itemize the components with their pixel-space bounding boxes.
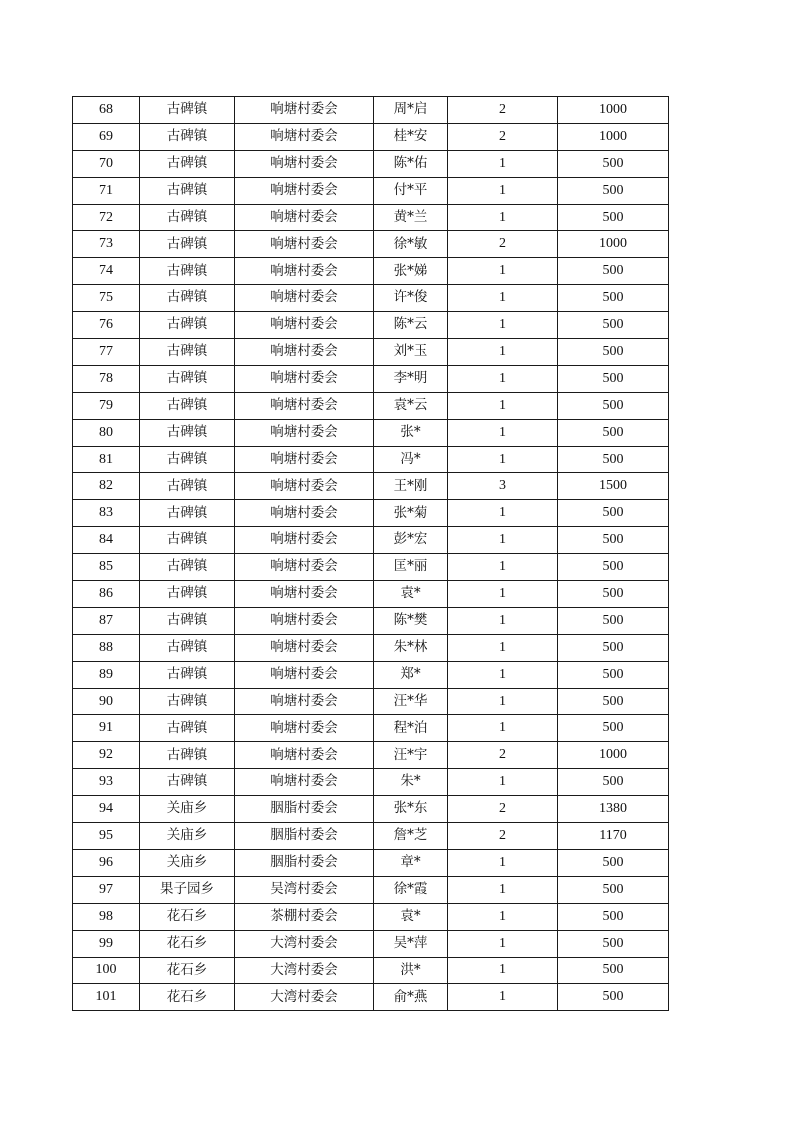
count-cell: 1: [448, 177, 558, 204]
name-cell: 朱*: [374, 769, 448, 796]
village-committee-cell: 响塘村委会: [235, 392, 374, 419]
village-committee-cell: 响塘村委会: [235, 231, 374, 258]
serial-number-cell: 88: [73, 634, 140, 661]
name-cell: 匡*丽: [374, 554, 448, 581]
serial-number-cell: 85: [73, 554, 140, 581]
serial-number-cell: 76: [73, 312, 140, 339]
name-cell: 汪*宇: [374, 742, 448, 769]
name-cell: 张*菊: [374, 500, 448, 527]
village-committee-cell: 响塘村委会: [235, 634, 374, 661]
name-cell: 程*泊: [374, 715, 448, 742]
count-cell: 1: [448, 365, 558, 392]
serial-number-cell: 79: [73, 392, 140, 419]
table-row: [73, 177, 669, 204]
table-row: [73, 903, 669, 930]
township-cell: 古碑镇: [140, 554, 235, 581]
count-cell: 1: [448, 446, 558, 473]
village-committee-cell: 响塘村委会: [235, 258, 374, 285]
name-cell: 桂*安: [374, 123, 448, 150]
table-row: [73, 715, 669, 742]
name-cell: 汪*华: [374, 688, 448, 715]
village-committee-cell: 大湾村委会: [235, 930, 374, 957]
serial-number-cell: 94: [73, 796, 140, 823]
village-committee-cell: 茶棚村委会: [235, 903, 374, 930]
serial-number-cell: 87: [73, 607, 140, 634]
township-cell: 花石乡: [140, 930, 235, 957]
amount-cell: 500: [558, 903, 669, 930]
township-cell: 古碑镇: [140, 769, 235, 796]
village-committee-cell: 响塘村委会: [235, 339, 374, 366]
village-committee-cell: 响塘村委会: [235, 473, 374, 500]
table-row: [73, 123, 669, 150]
serial-number-cell: 101: [73, 984, 140, 1011]
table-body: [73, 97, 669, 1011]
table-row: [73, 984, 669, 1011]
name-cell: 袁*: [374, 903, 448, 930]
amount-cell: 500: [558, 715, 669, 742]
table-row: [73, 312, 669, 339]
amount-cell: 1000: [558, 231, 669, 258]
village-committee-cell: 响塘村委会: [235, 204, 374, 231]
village-committee-cell: 响塘村委会: [235, 123, 374, 150]
township-cell: 古碑镇: [140, 688, 235, 715]
serial-number-cell: 69: [73, 123, 140, 150]
serial-number-cell: 68: [73, 97, 140, 124]
township-cell: 古碑镇: [140, 446, 235, 473]
name-cell: 袁*云: [374, 392, 448, 419]
serial-number-cell: 96: [73, 849, 140, 876]
name-cell: 张*娣: [374, 258, 448, 285]
serial-number-cell: 91: [73, 715, 140, 742]
serial-number-cell: 100: [73, 957, 140, 984]
township-cell: 古碑镇: [140, 204, 235, 231]
township-cell: 果子园乡: [140, 876, 235, 903]
name-cell: 詹*芝: [374, 823, 448, 850]
count-cell: 1: [448, 204, 558, 231]
village-committee-cell: 响塘村委会: [235, 177, 374, 204]
count-cell: 2: [448, 123, 558, 150]
count-cell: 1: [448, 688, 558, 715]
township-cell: 关庙乡: [140, 796, 235, 823]
amount-cell: 500: [558, 258, 669, 285]
name-cell: 郑*: [374, 661, 448, 688]
township-cell: 古碑镇: [140, 634, 235, 661]
count-cell: 1: [448, 527, 558, 554]
amount-cell: 500: [558, 446, 669, 473]
serial-number-cell: 90: [73, 688, 140, 715]
amount-cell: 500: [558, 984, 669, 1011]
name-cell: 章*: [374, 849, 448, 876]
name-cell: 李*明: [374, 365, 448, 392]
serial-number-cell: 81: [73, 446, 140, 473]
township-cell: 古碑镇: [140, 123, 235, 150]
table-row: [73, 339, 669, 366]
name-cell: 陈*佑: [374, 150, 448, 177]
table-row: [73, 527, 669, 554]
count-cell: 1: [448, 984, 558, 1011]
count-cell: 3: [448, 473, 558, 500]
table-row: [73, 554, 669, 581]
serial-number-cell: 89: [73, 661, 140, 688]
table-row: [73, 769, 669, 796]
count-cell: 1: [448, 715, 558, 742]
serial-number-cell: 78: [73, 365, 140, 392]
village-committee-cell: 响塘村委会: [235, 527, 374, 554]
amount-cell: 500: [558, 957, 669, 984]
serial-number-cell: 71: [73, 177, 140, 204]
amount-cell: 500: [558, 392, 669, 419]
village-committee-cell: 响塘村委会: [235, 769, 374, 796]
name-cell: 陈*樊: [374, 607, 448, 634]
count-cell: 1: [448, 285, 558, 312]
amount-cell: 500: [558, 769, 669, 796]
count-cell: 2: [448, 796, 558, 823]
village-committee-cell: 响塘村委会: [235, 312, 374, 339]
amount-cell: 500: [558, 500, 669, 527]
name-cell: 彭*宏: [374, 527, 448, 554]
name-cell: 王*刚: [374, 473, 448, 500]
name-cell: 吴*萍: [374, 930, 448, 957]
amount-cell: 1380: [558, 796, 669, 823]
serial-number-cell: 92: [73, 742, 140, 769]
table-row: [73, 581, 669, 608]
village-committee-cell: 响塘村委会: [235, 446, 374, 473]
table-row: [73, 661, 669, 688]
table-row: [73, 823, 669, 850]
village-committee-cell: 胭脂村委会: [235, 823, 374, 850]
table-row: [73, 204, 669, 231]
table-row: [73, 446, 669, 473]
amount-cell: 500: [558, 204, 669, 231]
count-cell: 2: [448, 97, 558, 124]
name-cell: 冯*: [374, 446, 448, 473]
table-row: [73, 930, 669, 957]
amount-cell: 500: [558, 527, 669, 554]
village-committee-cell: 响塘村委会: [235, 688, 374, 715]
count-cell: 1: [448, 661, 558, 688]
amount-cell: 500: [558, 365, 669, 392]
serial-number-cell: 93: [73, 769, 140, 796]
village-committee-cell: 胭脂村委会: [235, 849, 374, 876]
table-row: [73, 97, 669, 124]
table-row: [73, 957, 669, 984]
township-cell: 花石乡: [140, 984, 235, 1011]
table-row: [73, 742, 669, 769]
township-cell: 古碑镇: [140, 365, 235, 392]
township-cell: 古碑镇: [140, 661, 235, 688]
count-cell: 2: [448, 742, 558, 769]
count-cell: 1: [448, 554, 558, 581]
count-cell: 1: [448, 392, 558, 419]
count-cell: 1: [448, 876, 558, 903]
amount-cell: 1000: [558, 123, 669, 150]
village-committee-cell: 吴湾村委会: [235, 876, 374, 903]
count-cell: 1: [448, 581, 558, 608]
amount-cell: 1000: [558, 742, 669, 769]
amount-cell: 500: [558, 661, 669, 688]
table-row: [73, 231, 669, 258]
amount-cell: 500: [558, 554, 669, 581]
amount-cell: 1000: [558, 97, 669, 124]
amount-cell: 500: [558, 930, 669, 957]
amount-cell: 500: [558, 177, 669, 204]
table-row: [73, 285, 669, 312]
name-cell: 洪*: [374, 957, 448, 984]
table-row: [73, 365, 669, 392]
township-cell: 关庙乡: [140, 849, 235, 876]
table-row: [73, 796, 669, 823]
table-row: [73, 607, 669, 634]
township-cell: 古碑镇: [140, 97, 235, 124]
count-cell: 1: [448, 957, 558, 984]
beneficiary-table: [72, 96, 669, 1011]
township-cell: 古碑镇: [140, 312, 235, 339]
table-row: [73, 473, 669, 500]
township-cell: 古碑镇: [140, 581, 235, 608]
township-cell: 花石乡: [140, 957, 235, 984]
amount-cell: 1170: [558, 823, 669, 850]
name-cell: 周*启: [374, 97, 448, 124]
serial-number-cell: 98: [73, 903, 140, 930]
amount-cell: 1500: [558, 473, 669, 500]
amount-cell: 500: [558, 876, 669, 903]
name-cell: 俞*燕: [374, 984, 448, 1011]
amount-cell: 500: [558, 312, 669, 339]
township-cell: 古碑镇: [140, 177, 235, 204]
township-cell: 古碑镇: [140, 150, 235, 177]
name-cell: 陈*云: [374, 312, 448, 339]
township-cell: 古碑镇: [140, 231, 235, 258]
village-committee-cell: 大湾村委会: [235, 984, 374, 1011]
table-row: [73, 392, 669, 419]
amount-cell: 500: [558, 634, 669, 661]
count-cell: 1: [448, 312, 558, 339]
township-cell: 古碑镇: [140, 715, 235, 742]
village-committee-cell: 响塘村委会: [235, 661, 374, 688]
table-row: [73, 258, 669, 285]
serial-number-cell: 83: [73, 500, 140, 527]
township-cell: 古碑镇: [140, 473, 235, 500]
township-cell: 古碑镇: [140, 419, 235, 446]
count-cell: 1: [448, 150, 558, 177]
table-row: [73, 150, 669, 177]
table-row: [73, 634, 669, 661]
township-cell: 古碑镇: [140, 500, 235, 527]
amount-cell: 500: [558, 150, 669, 177]
township-cell: 古碑镇: [140, 607, 235, 634]
village-committee-cell: 响塘村委会: [235, 500, 374, 527]
count-cell: 2: [448, 231, 558, 258]
village-committee-cell: 响塘村委会: [235, 715, 374, 742]
table-row: [73, 500, 669, 527]
serial-number-cell: 80: [73, 419, 140, 446]
amount-cell: 500: [558, 607, 669, 634]
village-committee-cell: 响塘村委会: [235, 97, 374, 124]
table-row: [73, 849, 669, 876]
township-cell: 关庙乡: [140, 823, 235, 850]
count-cell: 1: [448, 849, 558, 876]
count-cell: 1: [448, 419, 558, 446]
village-committee-cell: 响塘村委会: [235, 742, 374, 769]
serial-number-cell: 75: [73, 285, 140, 312]
count-cell: 1: [448, 500, 558, 527]
township-cell: 古碑镇: [140, 742, 235, 769]
amount-cell: 500: [558, 285, 669, 312]
village-committee-cell: 胭脂村委会: [235, 796, 374, 823]
serial-number-cell: 99: [73, 930, 140, 957]
name-cell: 许*俊: [374, 285, 448, 312]
village-committee-cell: 响塘村委会: [235, 419, 374, 446]
name-cell: 徐*霞: [374, 876, 448, 903]
amount-cell: 500: [558, 339, 669, 366]
serial-number-cell: 77: [73, 339, 140, 366]
serial-number-cell: 72: [73, 204, 140, 231]
name-cell: 刘*玉: [374, 339, 448, 366]
count-cell: 1: [448, 903, 558, 930]
name-cell: 付*平: [374, 177, 448, 204]
count-cell: 1: [448, 634, 558, 661]
amount-cell: 500: [558, 849, 669, 876]
name-cell: 朱*林: [374, 634, 448, 661]
village-committee-cell: 大湾村委会: [235, 957, 374, 984]
serial-number-cell: 70: [73, 150, 140, 177]
township-cell: 古碑镇: [140, 527, 235, 554]
count-cell: 1: [448, 930, 558, 957]
township-cell: 古碑镇: [140, 392, 235, 419]
count-cell: 1: [448, 769, 558, 796]
name-cell: 张*: [374, 419, 448, 446]
township-cell: 古碑镇: [140, 258, 235, 285]
count-cell: 1: [448, 258, 558, 285]
serial-number-cell: 73: [73, 231, 140, 258]
village-committee-cell: 响塘村委会: [235, 607, 374, 634]
table-row: [73, 876, 669, 903]
serial-number-cell: 95: [73, 823, 140, 850]
village-committee-cell: 响塘村委会: [235, 150, 374, 177]
name-cell: 袁*: [374, 581, 448, 608]
table-row: [73, 688, 669, 715]
serial-number-cell: 74: [73, 258, 140, 285]
name-cell: 徐*敏: [374, 231, 448, 258]
serial-number-cell: 84: [73, 527, 140, 554]
count-cell: 1: [448, 339, 558, 366]
serial-number-cell: 97: [73, 876, 140, 903]
village-committee-cell: 响塘村委会: [235, 365, 374, 392]
count-cell: 2: [448, 823, 558, 850]
amount-cell: 500: [558, 419, 669, 446]
count-cell: 1: [448, 607, 558, 634]
table-row: [73, 419, 669, 446]
name-cell: 张*东: [374, 796, 448, 823]
village-committee-cell: 响塘村委会: [235, 581, 374, 608]
township-cell: 花石乡: [140, 903, 235, 930]
amount-cell: 500: [558, 688, 669, 715]
serial-number-cell: 86: [73, 581, 140, 608]
amount-cell: 500: [558, 581, 669, 608]
village-committee-cell: 响塘村委会: [235, 554, 374, 581]
serial-number-cell: 82: [73, 473, 140, 500]
name-cell: 黄*兰: [374, 204, 448, 231]
township-cell: 古碑镇: [140, 285, 235, 312]
township-cell: 古碑镇: [140, 339, 235, 366]
village-committee-cell: 响塘村委会: [235, 285, 374, 312]
